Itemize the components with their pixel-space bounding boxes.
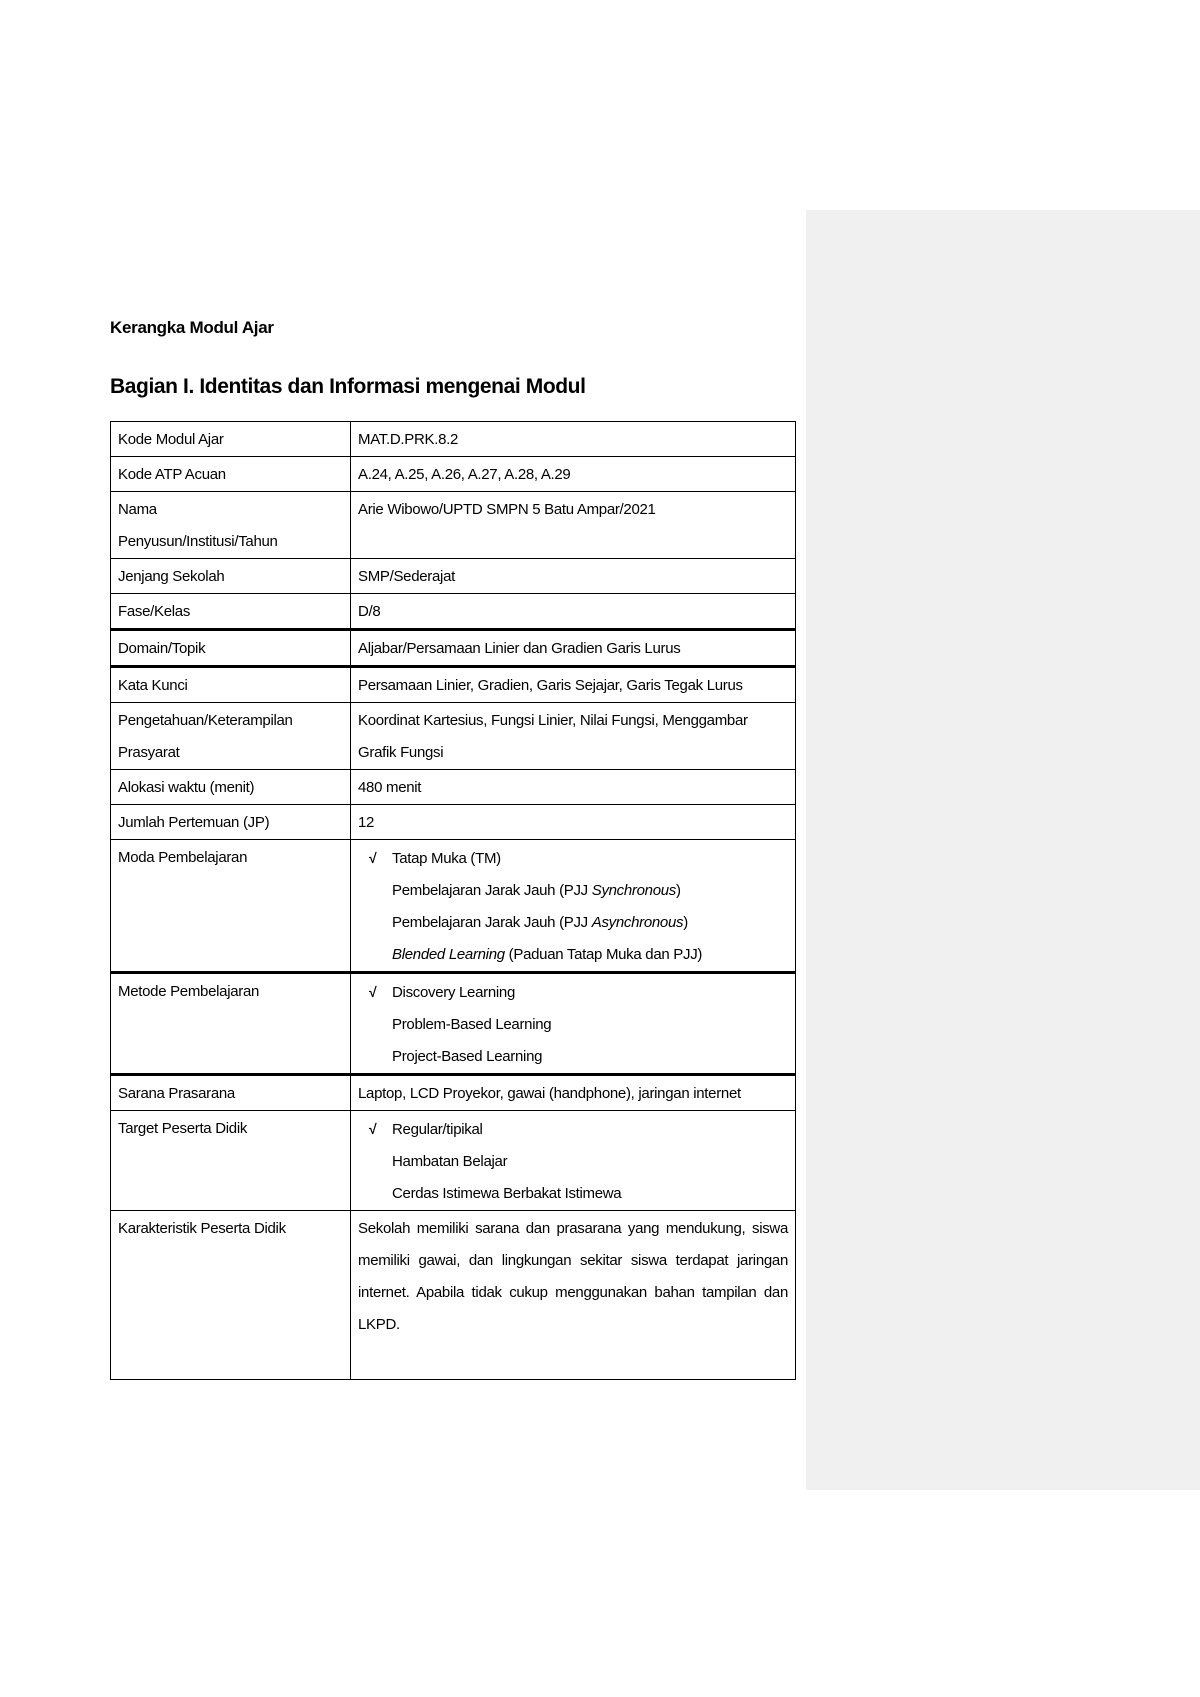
option-item bbox=[358, 976, 788, 1009]
row-label: Fase/Kelas bbox=[111, 594, 351, 630]
table-row bbox=[111, 770, 796, 805]
table-row bbox=[111, 1211, 796, 1380]
option-label: Problem-Based Learning bbox=[392, 1016, 552, 1033]
check-mark-icon: √ bbox=[369, 850, 377, 866]
moda-options bbox=[351, 840, 796, 973]
option-item bbox=[358, 1009, 788, 1041]
row-value: SMP/Sederajat bbox=[351, 559, 796, 594]
table-row bbox=[111, 703, 796, 770]
table-row bbox=[111, 559, 796, 594]
option-text: ) bbox=[676, 882, 681, 899]
table-row bbox=[111, 840, 796, 973]
row-label-line: Penyusun/Institusi/Tahun bbox=[118, 533, 278, 550]
table-row bbox=[111, 805, 796, 840]
option-text: (Paduan Tatap Muka dan PJJ) bbox=[504, 946, 703, 963]
metode-options bbox=[351, 973, 796, 1075]
row-value-paragraph: Sekolah memiliki sarana dan prasarana yang mendukung, siswa memiliki gawai, dan lingkungan sekitar siswa terdapat jaringan internet. Apabila tidak cukup menggunakan bahan tampilan dan LKPD. bbox=[358, 1220, 788, 1333]
table-row bbox=[111, 630, 796, 667]
check-mark-icon: √ bbox=[369, 984, 377, 1000]
document-title: Kerangka Modul Ajar bbox=[110, 318, 274, 337]
module-identity-table bbox=[110, 421, 796, 1380]
option-label: Cerdas Istimewa Berbakat Istimewa bbox=[392, 1185, 622, 1202]
row-value: Laptop, LCD Proyekor, gawai (handphone), jaringan internet bbox=[351, 1075, 796, 1111]
row-value: Persamaan Linier, Gradien, Garis Sejajar, Garis Tegak Lurus bbox=[351, 667, 796, 703]
row-value: 12 bbox=[351, 805, 796, 840]
row-value: MAT.D.PRK.8.2 bbox=[351, 422, 796, 457]
option-label bbox=[392, 907, 688, 939]
row-value: D/8 bbox=[351, 594, 796, 630]
option-text: Pembelajaran Jarak Jauh (PJJ bbox=[392, 882, 592, 899]
option-text-italic: Synchronous bbox=[591, 882, 676, 899]
row-label: Jenjang Sekolah bbox=[111, 559, 351, 594]
section-title: Bagian I. Identitas dan Informasi mengenai Modul bbox=[110, 375, 586, 398]
table-row bbox=[111, 422, 796, 457]
check-mark-icon: √ bbox=[369, 1121, 377, 1137]
table-row bbox=[111, 1075, 796, 1111]
option-text: ) bbox=[683, 914, 688, 931]
option-item bbox=[358, 1146, 788, 1178]
row-value: Aljabar/Persamaan Linier dan Gradien Garis Lurus bbox=[351, 630, 796, 667]
row-value: A.24, A.25, A.26, A.27, A.28, A.29 bbox=[351, 457, 796, 492]
option-label: Hambatan Belajar bbox=[392, 1153, 508, 1170]
row-value: 480 menit bbox=[351, 770, 796, 805]
row-value-cell bbox=[351, 703, 796, 770]
target-options bbox=[351, 1111, 796, 1211]
row-label: Karakteristik Peserta Didik bbox=[111, 1211, 351, 1380]
row-value-line: Koordinat Kartesius, Fungsi Linier, Nilai Fungsi, Menggambar bbox=[358, 712, 748, 729]
row-label: Domain/Topik bbox=[111, 630, 351, 667]
table-row bbox=[111, 492, 796, 559]
option-item bbox=[358, 939, 788, 971]
option-label: Tatap Muka (TM) bbox=[392, 850, 501, 867]
option-text: Pembelajaran Jarak Jauh (PJJ bbox=[392, 914, 592, 931]
option-item bbox=[358, 1041, 788, 1073]
row-label: Alokasi waktu (menit) bbox=[111, 770, 351, 805]
table-row bbox=[111, 973, 796, 1075]
row-label-line: Nama bbox=[118, 501, 157, 518]
row-label: Moda Pembelajaran bbox=[111, 840, 351, 973]
table-row bbox=[111, 457, 796, 492]
comment-pane bbox=[806, 210, 1200, 1490]
row-label: Sarana Prasarana bbox=[111, 1075, 351, 1111]
row-label: Kata Kunci bbox=[111, 667, 351, 703]
row-label: Metode Pembelajaran bbox=[111, 973, 351, 1075]
table-row bbox=[111, 594, 796, 630]
option-item bbox=[358, 907, 788, 939]
row-label-cell bbox=[111, 703, 351, 770]
row-label: Target Peserta Didik bbox=[111, 1111, 351, 1211]
option-item bbox=[358, 1113, 788, 1146]
row-value-cell bbox=[351, 1211, 796, 1380]
option-label bbox=[392, 875, 681, 907]
row-label: Kode Modul Ajar bbox=[111, 422, 351, 457]
option-label: Regular/tipikal bbox=[392, 1121, 483, 1138]
table-row bbox=[111, 667, 796, 703]
row-label-line: Pengetahuan/Keterampilan bbox=[118, 712, 293, 729]
option-text-italic: Blended Learning bbox=[392, 946, 505, 963]
row-label-line: Prasyarat bbox=[118, 744, 180, 761]
row-label-cell bbox=[111, 492, 351, 559]
option-label: Discovery Learning bbox=[392, 984, 515, 1001]
option-text-italic: Asynchronous bbox=[591, 914, 684, 931]
option-item bbox=[358, 875, 788, 907]
table-row bbox=[111, 1111, 796, 1211]
row-label: Jumlah Pertemuan (JP) bbox=[111, 805, 351, 840]
row-label: Kode ATP Acuan bbox=[111, 457, 351, 492]
option-label bbox=[392, 939, 702, 971]
option-item bbox=[358, 842, 788, 875]
option-label: Project-Based Learning bbox=[392, 1048, 543, 1065]
option-item bbox=[358, 1178, 788, 1210]
row-value-line: Grafik Fungsi bbox=[358, 744, 444, 761]
row-value: Arie Wibowo/UPTD SMPN 5 Batu Ampar/2021 bbox=[351, 492, 796, 559]
